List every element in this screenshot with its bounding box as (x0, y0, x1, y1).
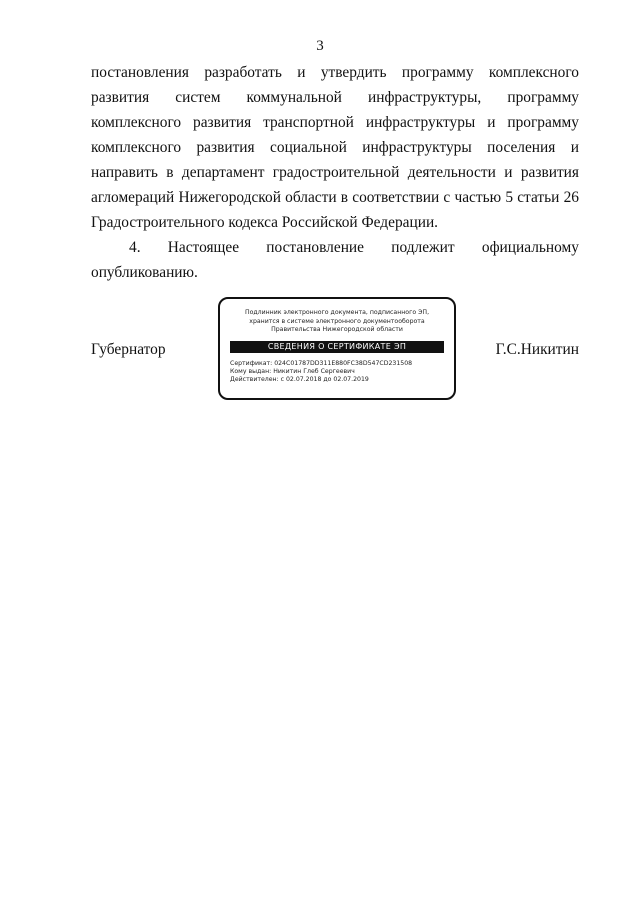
validity-value: с 02.07.2018 до 02.07.2019 (280, 375, 369, 383)
validity-row (230, 376, 444, 384)
stamp-header-line: Подлинник электронного документа, подписанного ЭП, (244, 309, 430, 316)
stamp-title-bar: СВЕДЕНИЯ О СЕРТИФИКАТЕ ЭП (230, 341, 444, 353)
paragraph-item-4: 4. Настоящее постановление подлежит официальному опубликованию. (91, 239, 579, 281)
certificate-label: Сертификат: (230, 359, 273, 367)
signatory-position: Губернатор (91, 341, 166, 358)
stamp-details (230, 360, 444, 384)
paragraph-continuation: постановления разработать и утвердить программу комплексного развития систем коммунальной инфраструктуры, программу комплексного развития транспортной инфраструктуры и программу комплексного развития социальной инфраструктуры поселения и направить в департамент градостроительной деятельности и развития агломераций Нижегородской области в соответствии с частью 5 статьи 26 Градостроительного кодекса Российской Федерации. (91, 64, 579, 231)
stamp-header-line: Правительства Нижегородской области (271, 326, 403, 333)
certificate-row (230, 360, 444, 368)
stamp-header (220, 309, 454, 335)
issued-to-row (230, 368, 444, 376)
document-body (91, 60, 579, 285)
validity-label: Действителен: (230, 375, 279, 383)
stamp-header-line: хранится в системе электронного документооборота (249, 317, 425, 325)
issued-to-value: Никитин Глеб Сергеевич (273, 367, 355, 375)
signatory-name: Г.С.Никитин (495, 341, 579, 358)
electronic-signature-stamp (218, 297, 456, 400)
page-number: 3 (316, 38, 324, 54)
issued-to-label: Кому выдан: (230, 367, 272, 375)
certificate-value: 024C01787DD311E880FC38D547CD231508 (274, 359, 413, 367)
